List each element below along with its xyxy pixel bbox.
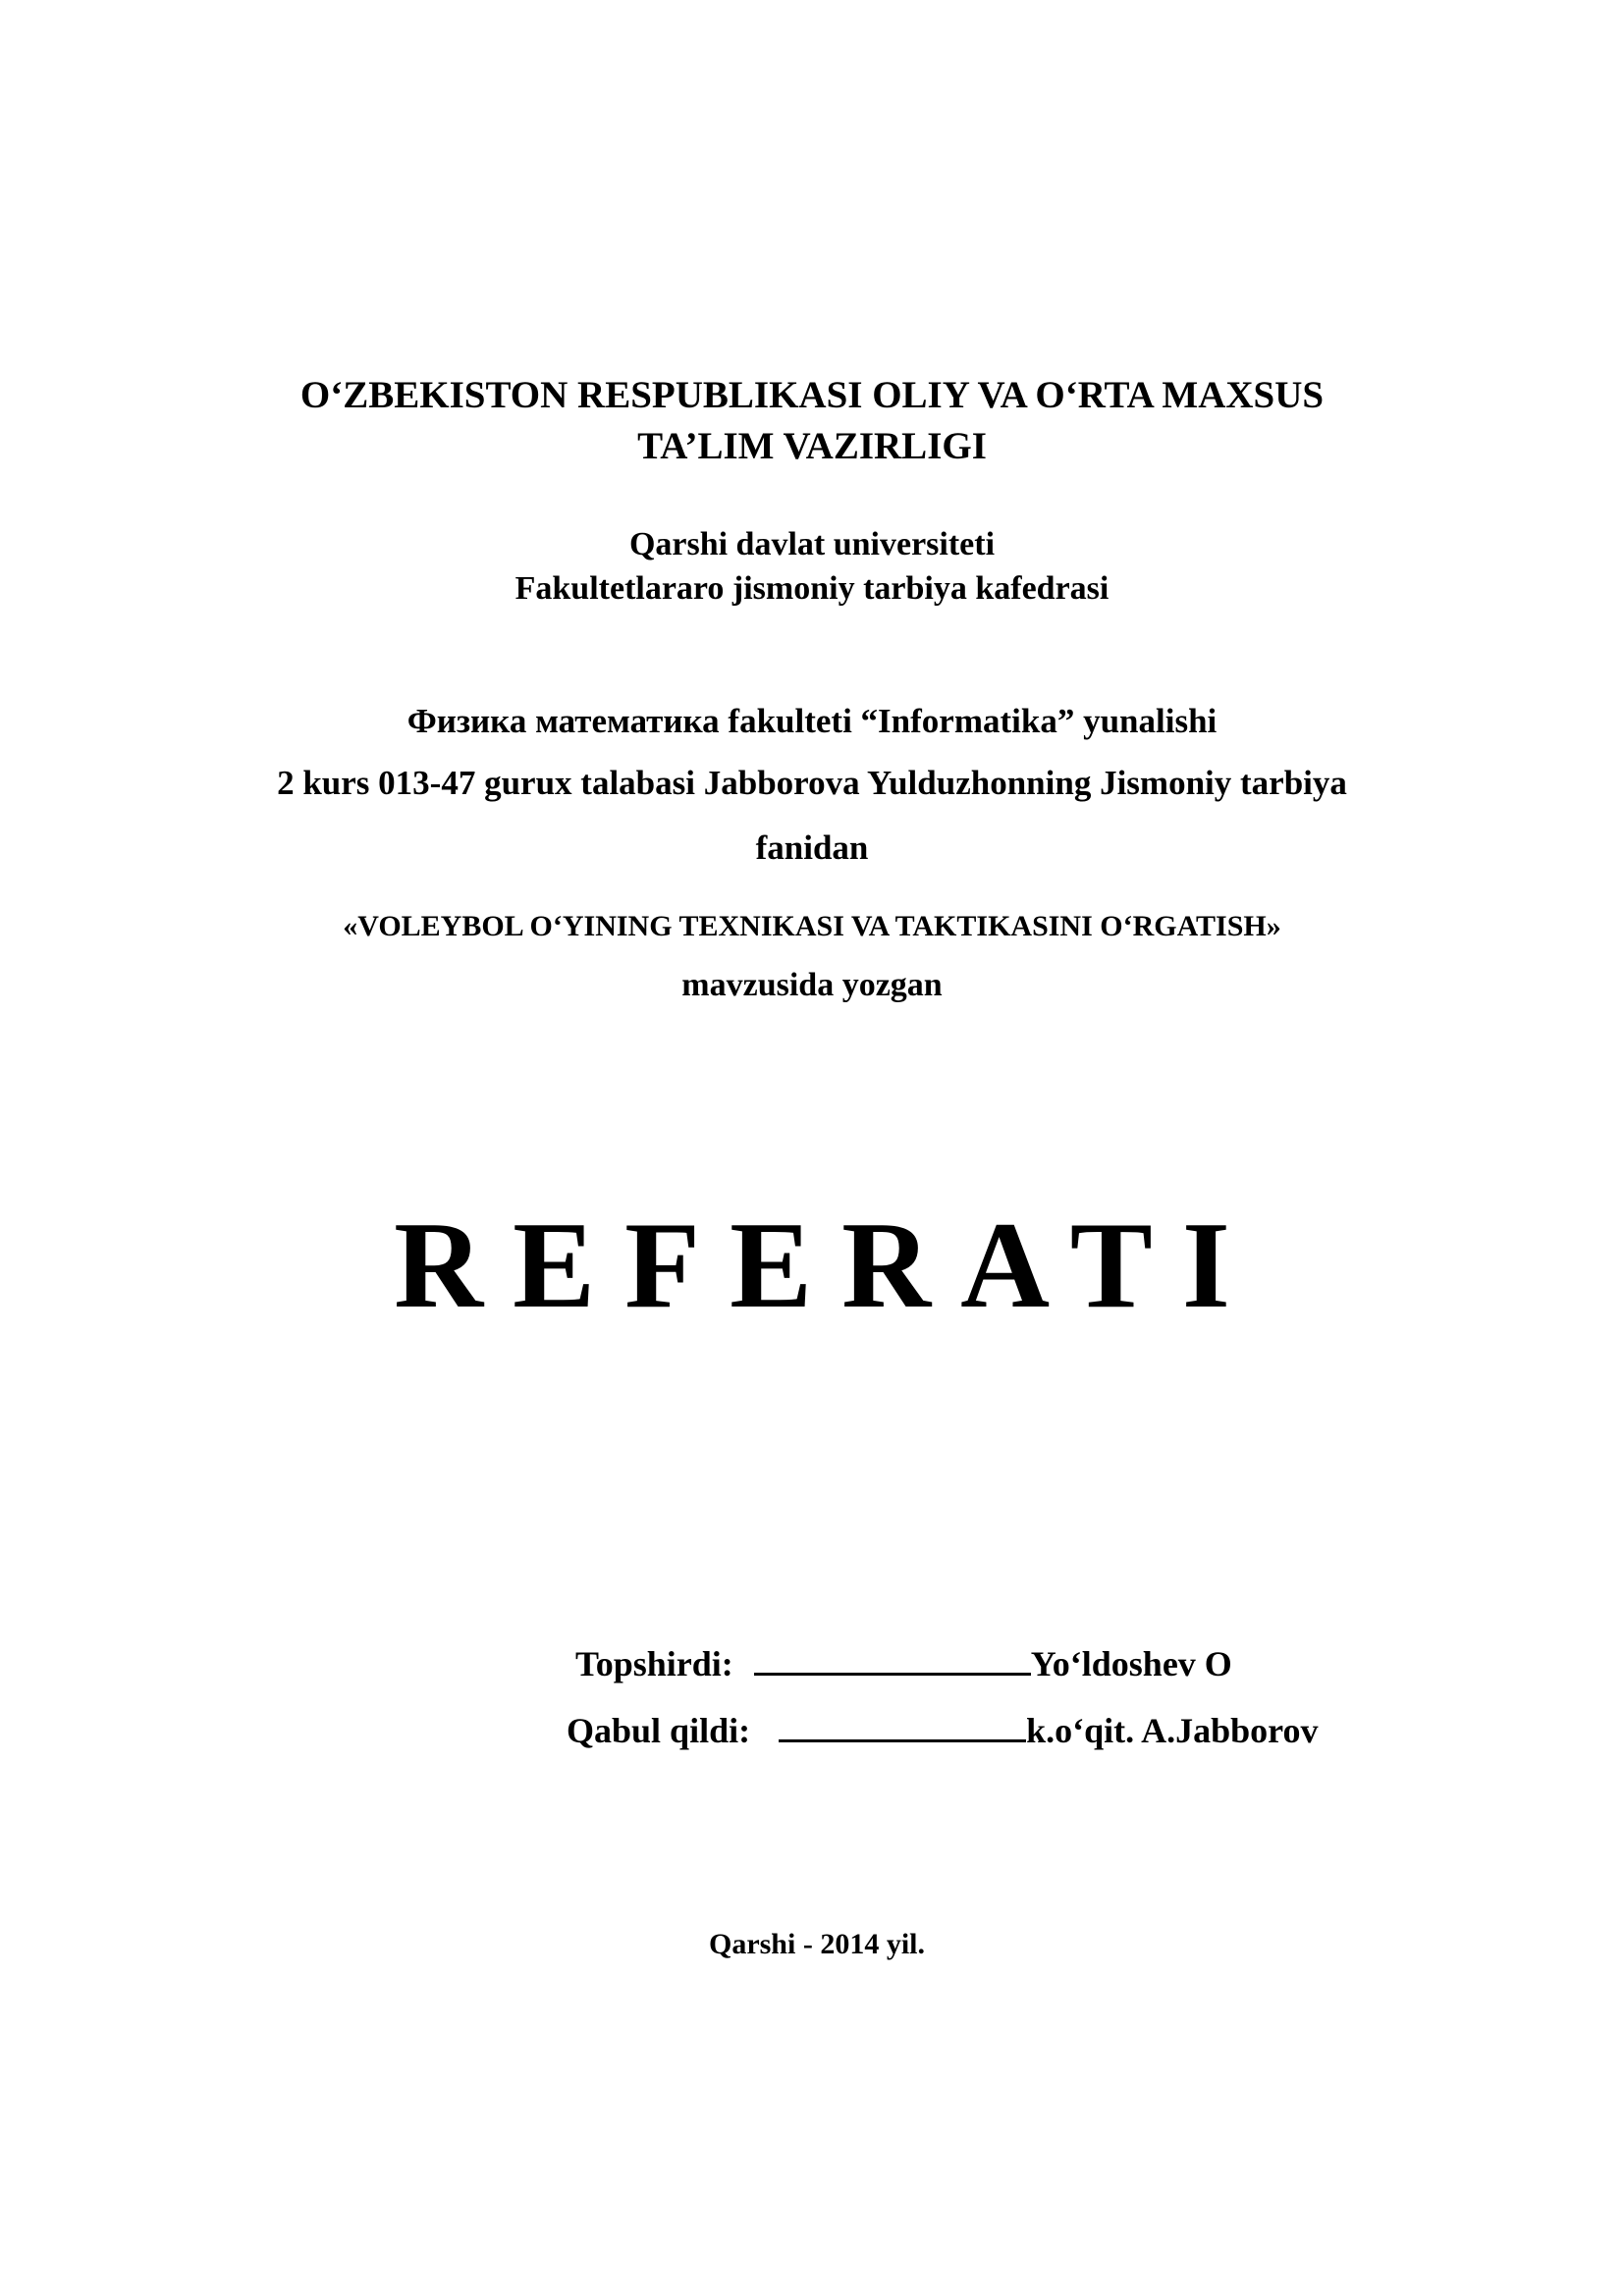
student-info-line: 2 kurs 013-47 gurux talabasi Jabborova Yulduzhonning Jismoniy tarbiya <box>277 764 1347 802</box>
subject-line: fanidan <box>755 828 869 867</box>
topic-suffix: mavzusida yozgan <box>681 967 943 1003</box>
accepted-row <box>567 1713 1319 1748</box>
ministry-line-1: O‘ZBEKISTON RESPUBLIKASI OLIY VA O‘RTA MAXSUS <box>299 374 1325 416</box>
submitted-row <box>575 1646 1232 1682</box>
accepted-name: k.o‘qit. A.Jabborov <box>1026 1711 1319 1750</box>
department-name: Fakultetlararo jismoniy tarbiya kafedrasi <box>514 570 1110 607</box>
footer-city-year: Qarshi - 2014 yil. <box>708 1928 925 1960</box>
university-name: Qarshi davlat universiteti <box>628 526 996 562</box>
ministry-line-2: TA’LIM VAZIRLIGI <box>637 425 987 467</box>
submitted-name: Yo‘ldoshev O <box>1030 1644 1232 1683</box>
submitted-label: Topshirdi: <box>575 1644 733 1683</box>
topic-title: «VOLEYBOL O‘YINING TEXNIKASI VA TAKTIKASINI O‘RGATISH» <box>343 910 1281 942</box>
document-title: REFERATI <box>394 1198 1260 1334</box>
accepted-label: Qabul qildi: <box>567 1711 751 1750</box>
faculty-line: Физика математика fakulteti “Informatika” yunalishi <box>406 702 1218 740</box>
submitted-signature-line <box>754 1673 1031 1676</box>
accepted-signature-line <box>779 1739 1026 1742</box>
